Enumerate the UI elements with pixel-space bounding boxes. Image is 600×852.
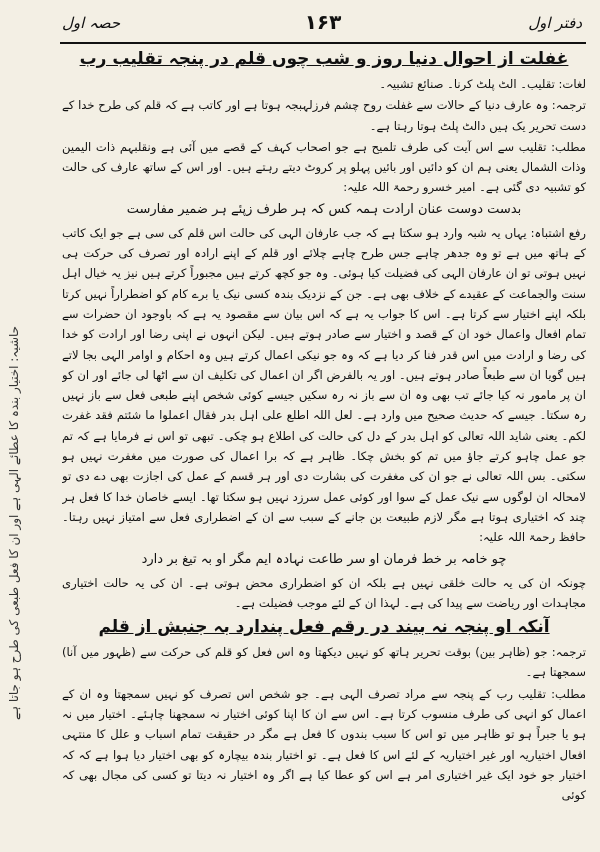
rafa-ishtibah-paragraph: رفع اشتباہ: یہاں یہ شبہ وارد ہو سکتا ہے کہ جب عارفان الہی کی حالت اس قلم کی سی ہے جو ایک کاتب کے ہاتھ میں ہے تو وہ جدھر چاہے جس طرح چاہے چلائے اور قلم کے اپنے ارادہ اور تصرف کی حرکت ہی نہیں ہوتی تو ان عارفان الہی کی فضیلت کیا ہوئی۔ وہ جو کچھ کرتے ہیں مجبوراً کرتے ہیں نیز یہ خیال اہل سنت والجماعت کے عقیدے کے خلاف بھی ہے۔ جن کے نزدیک بندہ کسی نیک یا برے کام کو اضطراراً نہیں کرتا بلکہ اپنے اختیار سے کرتا ہے۔ اس کا جواب یہ ہے کہ اس بیان سے مقصود یہ ہے کہ باوجود ان حضرات سے تمام افعال واعمال خود ان کے قصد و اختیار سے صادر ہوتے ہیں۔ لیکن انہوں نے اپنی رضا اور ارادت کو خدا کی رضا و ارادت میں اس قدر فنا کر دیا ہے کہ وہ جو نیکی اعمال کرتے ہیں وہ احکام و اوامر الہی بجا لاتے ہیں گویا ان سے طبعاً صادر ہوتے ہیں۔ اور یہ بالفرض اگر ان اعمال کی تکلیف ان سے اٹھا لی جائے اور ان کو ان پر مامور نہ کیا جائے تب بھی وہ ان سے باز نہ رہ سکیں جیسے کوئی شخص اپنے طبعی فعل سے باز نہیں رہ سکتا۔ جیسے کہ حدیث صحیح میں وارد ہے۔ لعل اللہ اطلع علی اہل بدر فقال اعملوا ما شئتم فقد غفرت لکم۔ یعنی شاید اللہ تعالی کو اہل بدر کے دل کی حالت کی اطلاع ہو چکی۔ تبھی تو اس نے فرمایا ہے کہ تم جو عمل چاہو کرتے جاؤ میں تم کو بخش چکا۔ ظاہر ہے کہ برا اعمال کی صورت میں مغفرت نہیں ہو سکتی۔ بس اللہ تعالی نے جو ان کی مغفرت کی بشارت دی اور ہر قسم کے عمل کی اجازت بھی دے دی تو لامحالہ ان لوگوں سے نیک عمل کے سوا اور کوئی عمل سرزد نہیں ہو سکتا تھا۔ ایسے خاصان خدا کا فعل ہر چند کہ اختیاری ہوتا ہے مگر لازم طبیعت بن جانے کے سبب سے ان کے اضطراری فعل سے امتیاز نہیں رہتا۔ حافظ رحمۃ اللہ علیہ:: [62, 225, 586, 545]
header-section-label: دفتر اول: [528, 14, 582, 32]
explanation-paragraph: چونکہ ان کی یہ حالت خلقی نہیں ہے بلکہ ان کو اضطراری محض ہوتی ہے۔ ان کی یہ حالت اختیاری مجاہدات اور ریاضت سے پیدا کی ہے۔ لہذا ان کے لئے موجب فضیلت ہے۔: [62, 575, 586, 610]
tarjuma-paragraph: ترجمہ: وہ عارف دنیا کے حالات سے غفلت روح چشم فرزلہبجہ ہوتا ہے اور کاتب ہے کہ قلم کی طرح خدا کے دست تحریر یک ہیں دالٹ پلٹ ہوتا رہتا ہے۔: [62, 98, 586, 133]
verse-heading-1: غفلت از احوال دنیا روز و شب چوں قلم در پنجہ تقلیب رب: [79, 49, 569, 69]
page-header: [60, 8, 586, 44]
header-volume-label: حصہ اول: [62, 14, 121, 32]
verse-heading-4: آنکہ او پنجہ نہ بیند در رقم فعل پندارد بہ جنبش از قلم: [98, 617, 550, 638]
page-number: ۱۶۳: [304, 10, 342, 34]
matlab-paragraph: مطلب: تقلیب سے اس آیت کی طرف تلمیح ہے جو اصحاب کہف کے قصے میں آئی ہے ونقلبہم ذات الیمین وذات الشمال یعنی ہم ان کو دائیں اور بائیں پہلو پر کروٹ دیتے رہتے ہیں۔ اور اس کے ساتھ عارف کی حالت کو تشبیہ دی گئی ہے۔ امیر خسرو رحمۃ اللہ علیہ:: [62, 139, 586, 195]
verse-quote-3: چو خامہ بر خط فرمان او سر طاعت نہادہ ایم مگر او بہ تیغ بر دارد: [141, 551, 507, 567]
page-body: [62, 46, 586, 844]
margin-annotation: حاشیہ: اختیار بندہ کا عطائے الہی ہے اور ان کا فعل طبعی کی طرح ہو جاتا ہے: [7, 325, 21, 720]
verse-quote-2: بدست دوست عنان ارادت ہمہ کس کہ ہر طرف زپئے ہر ضمیر مفارست: [126, 201, 522, 217]
tarjuma-paragraph-2: ترجمہ: جو (ظاہر بین) بوقت تحریر ہاتھ کو نہیں دیکھتا وہ اس فعل کو قلم کی حرکت سے (ظہور میں آنا) سمجھتا ہے۔: [62, 645, 586, 680]
matlab-paragraph-2: مطلب: تقلیب رب کے پنجہ سے مراد تصرف الہی ہے۔ جو شخص اس تصرف کو نہیں سمجھتا وہ ان کے اعمال کو انہی کی طرف منسوب کرتا ہے۔ اس سے ان کا اپنا کوئی اختیار نہ سمجھنا چاہئے۔ اختیار میں نہ ہو یا جبراً ہو تو ظاہر میں تو اس کا سبب بندوں کا فعل ہے مگر در حقیقت تمام اسباب و علل کا منتہی افعال اختیاریہ اور غیر اختیاریہ کے لئے اس کا فعل ہے۔ تو اختیار بندہ بیچارہ کو بھی اختیار دیا ہوا ہے کہ کہ اختیار جو خود ایک غیر اختیاری امر ہے اس کو عطا کیا ہے اگر وہ اختیار نہ دیتا تو کسی کی مجال بھی کہ کوئی: [62, 686, 586, 803]
lughat-paragraph: لغات: تقلیب۔ الٹ پلٹ کرنا۔ صنائع تشبیہ۔: [379, 77, 586, 91]
